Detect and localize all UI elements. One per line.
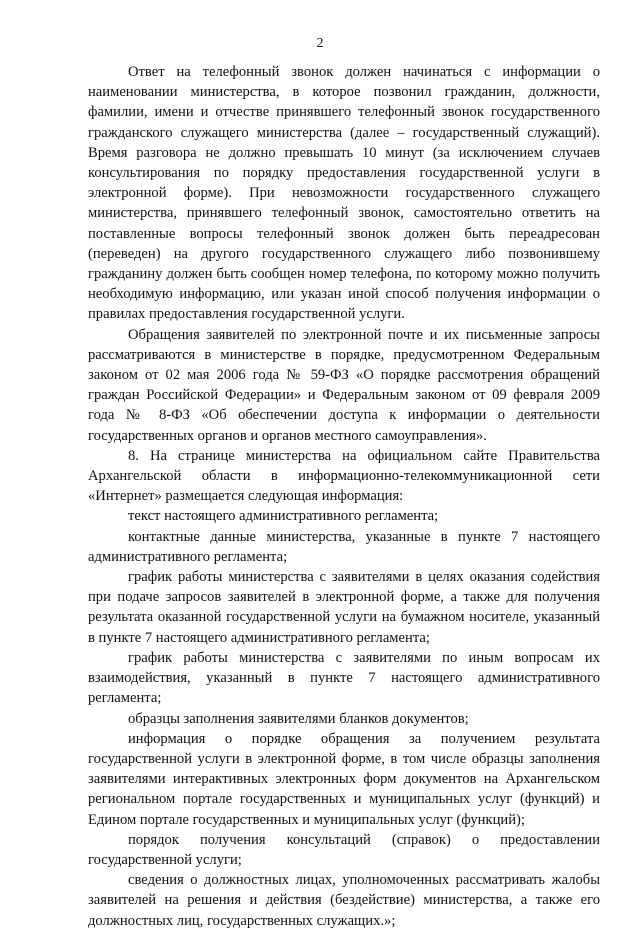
list-item-form-samples: образцы заполнения заявителями бланков документов; [128,710,469,727]
list-item-regulation-text: текст настоящего административного регламента; [128,508,439,525]
list-item-contact-data: контактные данные министерства, указанные в пункте 7 настоящего административного регламента; [88,528,600,565]
list-item-electronic-procedure: информация о порядке обращения за получением результата государственной услуги в электронной форме, в том числе образцы заполнения заявителями интерактивных электронных форм документов на Архангельском региональном портале государственных и муниципальных услуг (функций) и Едином портале государственных и муниципальных услуг (функций); [88,730,600,828]
paragraph-item-8: 8. На странице министерства на официальном сайте Правительства Архангельской области в информационно-телекоммуникационной сети «Интернет» размещается следующая информация: [88,447,600,505]
list-item-consultations: порядок получения консультаций (справок) о предоставлении государственной услуги; [88,831,600,868]
list-item-schedule-other: график работы министерства с заявителями по иным вопросам их взаимодействия, указанный в пункте 7 настоящего административного регламента; [88,649,600,707]
document-body [88,62,600,931]
list-item-officials: сведения о должностных лицах, уполномоченных рассматривать жалобы заявителей на решения и действия (бездействие) министерства, а также его должностных лиц, государственных служащих.»; [88,872,600,929]
paragraph-email-requests: Обращения заявителей по электронной почте и их письменные запросы рассматриваются в министерстве в порядке, предусмотренном Федеральным законом от 02 мая 2006 года № 59-ФЗ «О порядке рассмотрения обращений граждан Российской Федерации» и Федеральным законом от 09 февраля 2009 года № 8-ФЗ «Об обеспечении доступа к информации о деятельности государственных органов и органов местного самоуправления». [88,326,600,444]
page-number: 2 [316,36,324,51]
list-item-schedule-electronic: график работы министерства с заявителями в целях оказания содействия при подаче запросов заявителей в электронной форме, а также для получения результата оказанной государственной услуги на бумажном носителе, указанный в пункте 7 настоящего административного регламента; [88,569,600,646]
paragraph-phone-answer: Ответ на телефонный звонок должен начинаться с информации о наименовании министерства, в которое позвонил гражданин, должности, фамилии, имени и отчестве принявшего телефонный звонок государственного гражданского служащего министерства (далее – государственный служащий). Время разговора не должно превышать 10 минут (за исключением случаев консультирования по порядку предоставления государственной услуги в электронной форме). При невозможности государственного служащего министерства, принявшего телефонный звонок, самостоятельно ответить на поставленные вопросы телефонный звонок должен быть переадресован (переведен) на другого государственного служащего либо позвонившему гражданину должен быть сообщен номер телефона, по которому можно получить необходимую информацию, или указан иной способ получения информации о правилах предоставления государственной услуги. [88,64,600,323]
